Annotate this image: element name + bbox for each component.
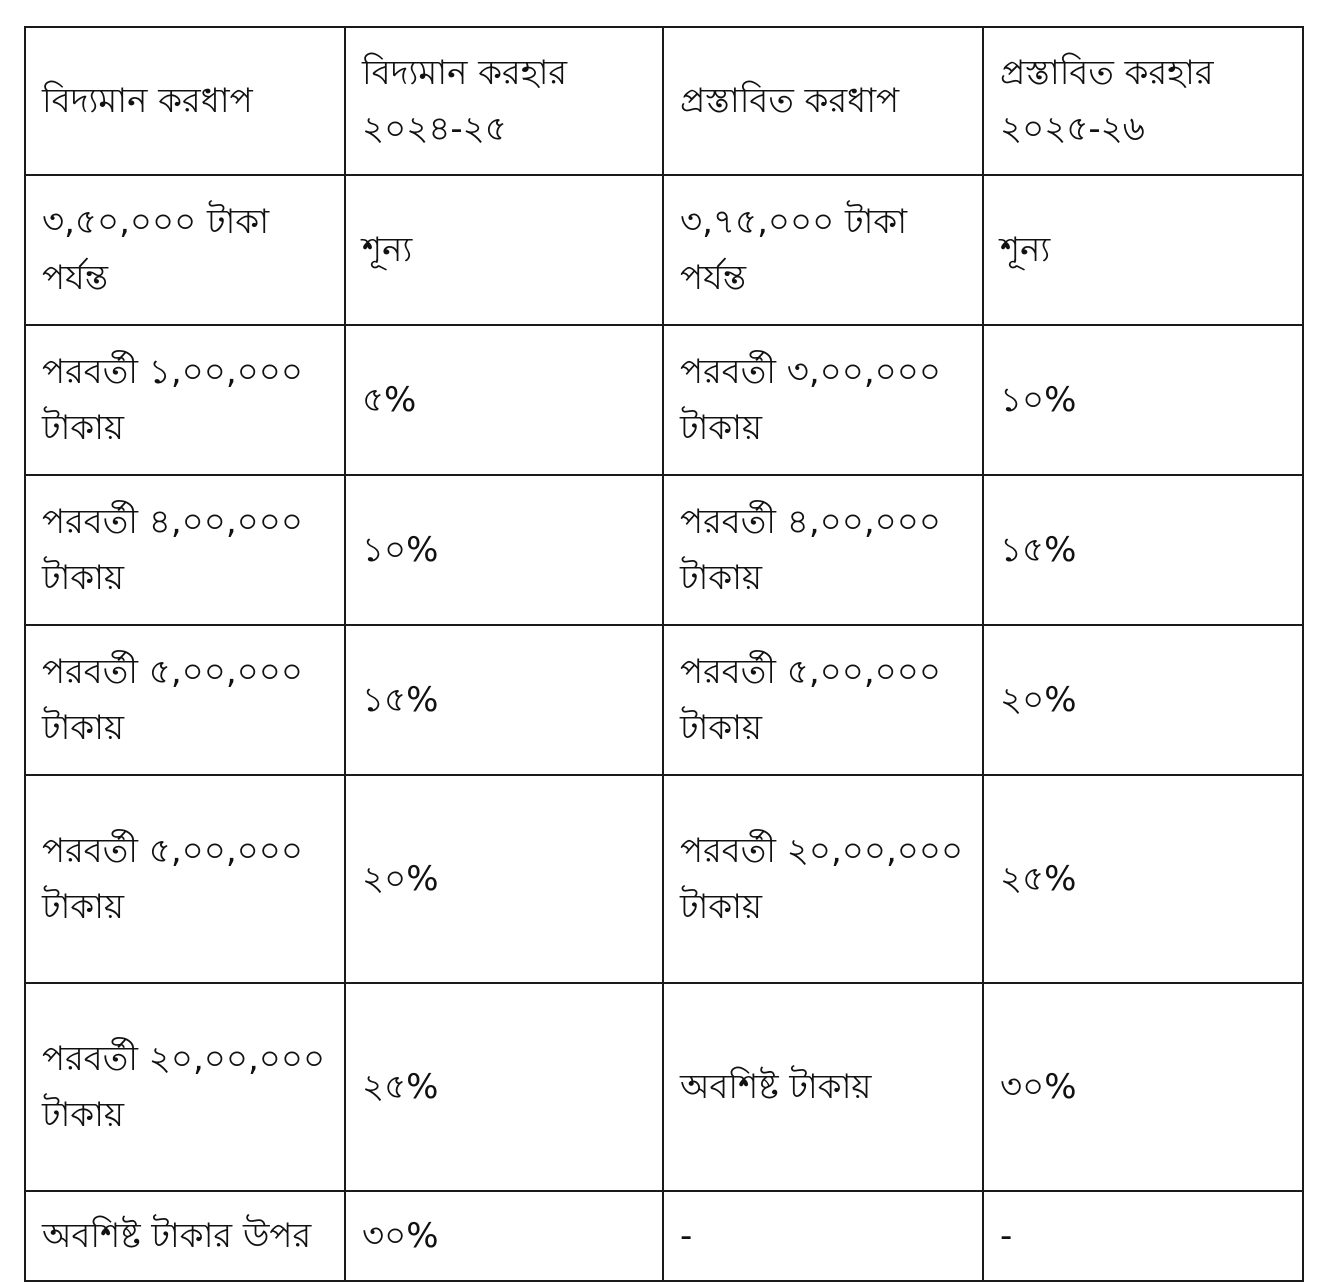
table-cell xyxy=(663,983,983,1191)
cell-text: ১০% xyxy=(362,530,439,570)
table-header-row xyxy=(25,27,1303,175)
cell-text: ২৫% xyxy=(362,1067,439,1107)
cell-text: পরবর্তী ৪,০০,০০০ টাকায় xyxy=(680,502,941,598)
cell-text: ১৫% xyxy=(362,680,439,720)
cell-text: ১৫% xyxy=(1000,530,1077,570)
table-cell xyxy=(345,983,663,1191)
table-row xyxy=(25,475,1303,625)
cell-text: ৫% xyxy=(362,380,417,420)
table-cell xyxy=(25,325,345,475)
cell-text: - xyxy=(1000,1216,1013,1256)
header-label: প্রস্তাবিত করহার ২০২৫-২৬ xyxy=(1000,53,1214,149)
header-label: বিদ্যমান করধাপ xyxy=(42,81,253,121)
table-cell xyxy=(25,983,345,1191)
cell-text: পরবর্তী ২০,০০,০০০ টাকায় xyxy=(42,1039,326,1135)
table-cell xyxy=(345,775,663,983)
cell-text: পরবর্তী ১,০০,০০০ টাকায় xyxy=(42,352,303,448)
table-cell xyxy=(983,175,1303,325)
table-cell xyxy=(25,775,345,983)
cell-text: পরবর্তী ২০,০০,০০০ টাকায় xyxy=(680,831,964,927)
header-label: বিদ্যমান করহার ২০২৪-২৫ xyxy=(362,53,568,149)
table-cell xyxy=(663,775,983,983)
cell-text: শূন্য xyxy=(1000,230,1051,270)
table-cell xyxy=(663,625,983,775)
table-row xyxy=(25,625,1303,775)
cell-text: শূন্য xyxy=(362,230,413,270)
table-cell xyxy=(25,1191,345,1281)
header-label: প্রস্তাবিত করধাপ xyxy=(680,81,900,121)
table-row xyxy=(25,175,1303,325)
table-row xyxy=(25,1191,1303,1281)
table-cell xyxy=(983,625,1303,775)
header-cell-proposed-slab xyxy=(663,27,983,175)
cell-text: ৩০% xyxy=(362,1216,439,1256)
cell-text: ২০% xyxy=(362,859,439,899)
table-cell xyxy=(983,775,1303,983)
cell-text: ২৫% xyxy=(1000,859,1077,899)
cell-text: অবশিষ্ট টাকার উপর xyxy=(42,1216,312,1256)
table-cell xyxy=(345,325,663,475)
table-cell xyxy=(983,1191,1303,1281)
cell-text: ২০% xyxy=(1000,680,1077,720)
cell-text: ৩,৭৫,০০০ টাকা পর্যন্ত xyxy=(680,202,908,298)
table-cell xyxy=(983,983,1303,1191)
table-cell xyxy=(25,475,345,625)
cell-text: পরবর্তী ৫,০০,০০০ টাকায় xyxy=(42,831,303,927)
header-cell-current-slab xyxy=(25,27,345,175)
table-cell xyxy=(345,625,663,775)
cell-text: ১০% xyxy=(1000,380,1077,420)
header-cell-current-rate xyxy=(345,27,663,175)
tax-rate-table xyxy=(24,26,1304,1282)
table-cell xyxy=(983,475,1303,625)
cell-text: অবশিষ্ট টাকায় xyxy=(680,1067,872,1107)
table-cell xyxy=(25,175,345,325)
cell-text: পরবর্তী ৪,০০,০০০ টাকায় xyxy=(42,502,303,598)
table-cell xyxy=(663,1191,983,1281)
table-row xyxy=(25,983,1303,1191)
table-row xyxy=(25,775,1303,983)
cell-text: পরবর্তী ৫,০০,০০০ টাকায় xyxy=(42,652,303,748)
table-cell xyxy=(345,175,663,325)
cell-text: - xyxy=(680,1216,693,1256)
cell-text: পরবর্তী ৩,০০,০০০ টাকায় xyxy=(680,352,942,448)
table-cell xyxy=(25,625,345,775)
table-cell xyxy=(663,175,983,325)
cell-text: ৩,৫০,০০০ টাকা পর্যন্ত xyxy=(42,202,270,298)
cell-text: পরবর্তী ৫,০০,০০০ টাকায় xyxy=(680,652,941,748)
table-cell xyxy=(983,325,1303,475)
table-cell xyxy=(345,1191,663,1281)
table-cell xyxy=(663,475,983,625)
table-cell xyxy=(345,475,663,625)
cell-text: ৩০% xyxy=(1000,1067,1077,1107)
table-cell xyxy=(663,325,983,475)
table-row xyxy=(25,325,1303,475)
tax-table-container xyxy=(24,26,1304,1282)
header-cell-proposed-rate xyxy=(983,27,1303,175)
